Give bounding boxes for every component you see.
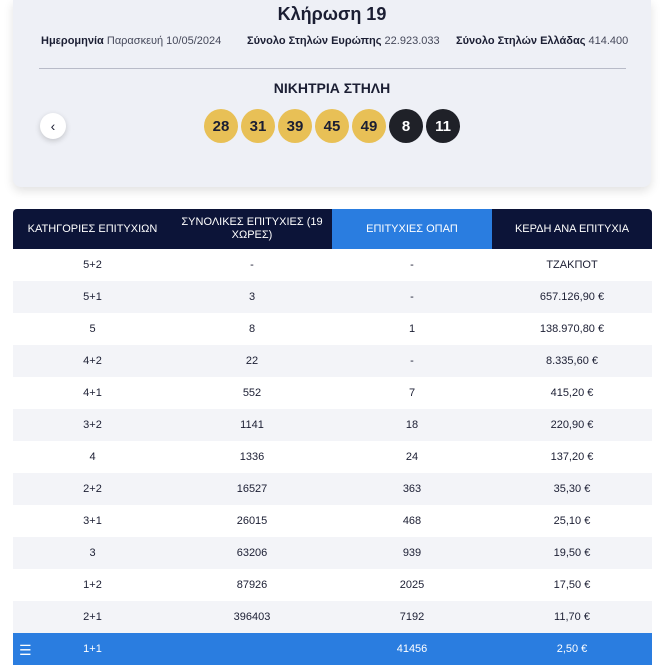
opap-winners-cell: 363	[332, 473, 492, 505]
total-winners-cell: 3	[172, 281, 332, 313]
table-row	[13, 473, 652, 505]
europe-columns-value: 22.923.033	[384, 35, 440, 47]
total-winners-cell: 552	[242, 387, 262, 399]
category-cell: 4+2	[13, 345, 172, 377]
header-total-winners: ΣΥΝΟΛΙΚΕΣ ΕΠΙΤΥΧΙΕΣ (19 ΧΩΡΕΣ)	[172, 209, 332, 249]
table-header-row	[13, 209, 652, 249]
total-winners-cell	[172, 633, 332, 665]
prize-cell: 137,20 €	[550, 451, 594, 463]
greece-columns-value: 414.400	[588, 35, 629, 47]
header-prize-per-winner: ΚΕΡΔΗ ΑΝΑ ΕΠΙΤΥΧΙΑ	[492, 209, 652, 249]
table-row	[13, 633, 652, 665]
prize-cell: 35,30 €	[492, 473, 652, 505]
star-number-ball: 8	[389, 109, 423, 143]
table-row	[13, 345, 652, 377]
total-winners-cell: 63206	[172, 537, 332, 569]
total-winners-cell: 22	[172, 345, 332, 377]
prize-cell: 25,10 €	[553, 515, 591, 527]
category-cell: 3	[13, 537, 172, 569]
greece-columns	[456, 35, 628, 47]
total-winners-cell: 396403	[172, 601, 332, 633]
sliders-icon[interactable]: ☰	[19, 642, 32, 658]
table-row	[13, 313, 652, 345]
prize-cell: 19,50 €	[492, 537, 652, 569]
draw-date-label: Ημερομηνία	[41, 35, 104, 47]
table-row	[13, 537, 652, 569]
category-cell	[13, 633, 172, 665]
total-winners-cell: -	[250, 259, 254, 271]
category-cell: 3+2	[13, 409, 172, 441]
star-number-ball: 11	[426, 109, 460, 143]
total-winners-cell: 26015	[236, 515, 268, 527]
opap-winners-cell: 24	[405, 451, 419, 463]
category-cell: 1+2	[83, 579, 102, 591]
total-winners-cell: 1141	[172, 409, 332, 441]
prize-cell: 2,50 €	[492, 633, 652, 665]
europe-columns	[247, 35, 440, 47]
prize-cell: 657.126,90 €	[492, 281, 652, 313]
opap-winners-cell: 939	[332, 537, 492, 569]
total-winners-cell: 16527	[172, 473, 332, 505]
winning-column-title: ΝΙΚΗΤΡΙΑ ΣΤΗΛΗ	[273, 80, 391, 96]
prize-cell: 415,20 €	[550, 387, 594, 399]
main-number-ball: 28	[204, 109, 238, 143]
opap-winners-cell: 2025	[399, 579, 425, 591]
table-row	[13, 441, 652, 473]
category-cell: 2+1	[13, 601, 172, 633]
category-cell: 4	[89, 451, 96, 463]
results-table	[13, 209, 652, 665]
europe-columns-label: Σύνολο Στηλών Ευρώπης	[247, 35, 382, 47]
total-winners-cell: 1336	[239, 451, 265, 463]
opap-winners-cell: 468	[402, 515, 422, 527]
greece-columns-label: Σύνολο Στηλών Ελλάδας	[456, 35, 586, 47]
total-winners-cell: 87926	[236, 579, 268, 591]
category-cell: 5+1	[13, 281, 172, 313]
prize-cell: 220,90 €	[492, 409, 652, 441]
header-opap-winners: ΕΠΙΤΥΧΙΕΣ ΟΠΑΠ	[332, 209, 492, 249]
draw-date-value: Παρασκευή 10/05/2024	[106, 35, 222, 47]
category-cell: 2+2	[13, 473, 172, 505]
main-number-ball: 39	[278, 109, 312, 143]
prize-cell: 11,70 €	[492, 601, 652, 633]
table-row	[13, 569, 652, 601]
opap-winners-cell: -	[332, 345, 492, 377]
header-categories: ΚΑΤΗΓΟΡΙΕΣ ΕΠΙΤΥΧΙΩΝ	[13, 209, 172, 249]
prize-cell: 8.335,60 €	[492, 345, 652, 377]
category-label: 1+1	[83, 643, 102, 655]
table-row	[13, 601, 652, 633]
category-cell: 3+1	[83, 515, 102, 527]
prize-cell: ΤΖΑΚΠΟΤ	[546, 259, 598, 271]
chevron-left-icon: ‹	[50, 118, 56, 134]
category-cell: 4+1	[83, 387, 102, 399]
divider	[39, 68, 626, 69]
opap-winners-cell: -	[410, 259, 414, 271]
main-number-ball: 45	[315, 109, 349, 143]
table-row	[13, 281, 652, 313]
opap-winners-cell: 7192	[332, 601, 492, 633]
table-row	[13, 249, 652, 281]
main-number-ball: 49	[352, 109, 386, 143]
prize-cell: 17,50 €	[553, 579, 591, 591]
winning-numbers	[13, 109, 651, 143]
draw-card	[13, 0, 651, 187]
main-number-ball: 31	[241, 109, 275, 143]
opap-winners-cell: 18	[332, 409, 492, 441]
prize-cell: 138.970,80 €	[539, 323, 605, 335]
draw-date	[41, 35, 221, 47]
opap-winners-cell: 1	[408, 323, 416, 335]
draw-title: Κλήρωση 19	[277, 4, 387, 24]
opap-winners-cell: -	[332, 281, 492, 313]
opap-winners-cell: 41456	[332, 633, 492, 665]
category-cell: 5	[89, 323, 96, 335]
opap-winners-cell: 7	[408, 387, 416, 399]
table-row	[13, 409, 652, 441]
category-cell: 5+2	[83, 259, 102, 271]
table-row	[13, 505, 652, 537]
total-winners-cell: 8	[248, 323, 256, 335]
table-row	[13, 377, 652, 409]
